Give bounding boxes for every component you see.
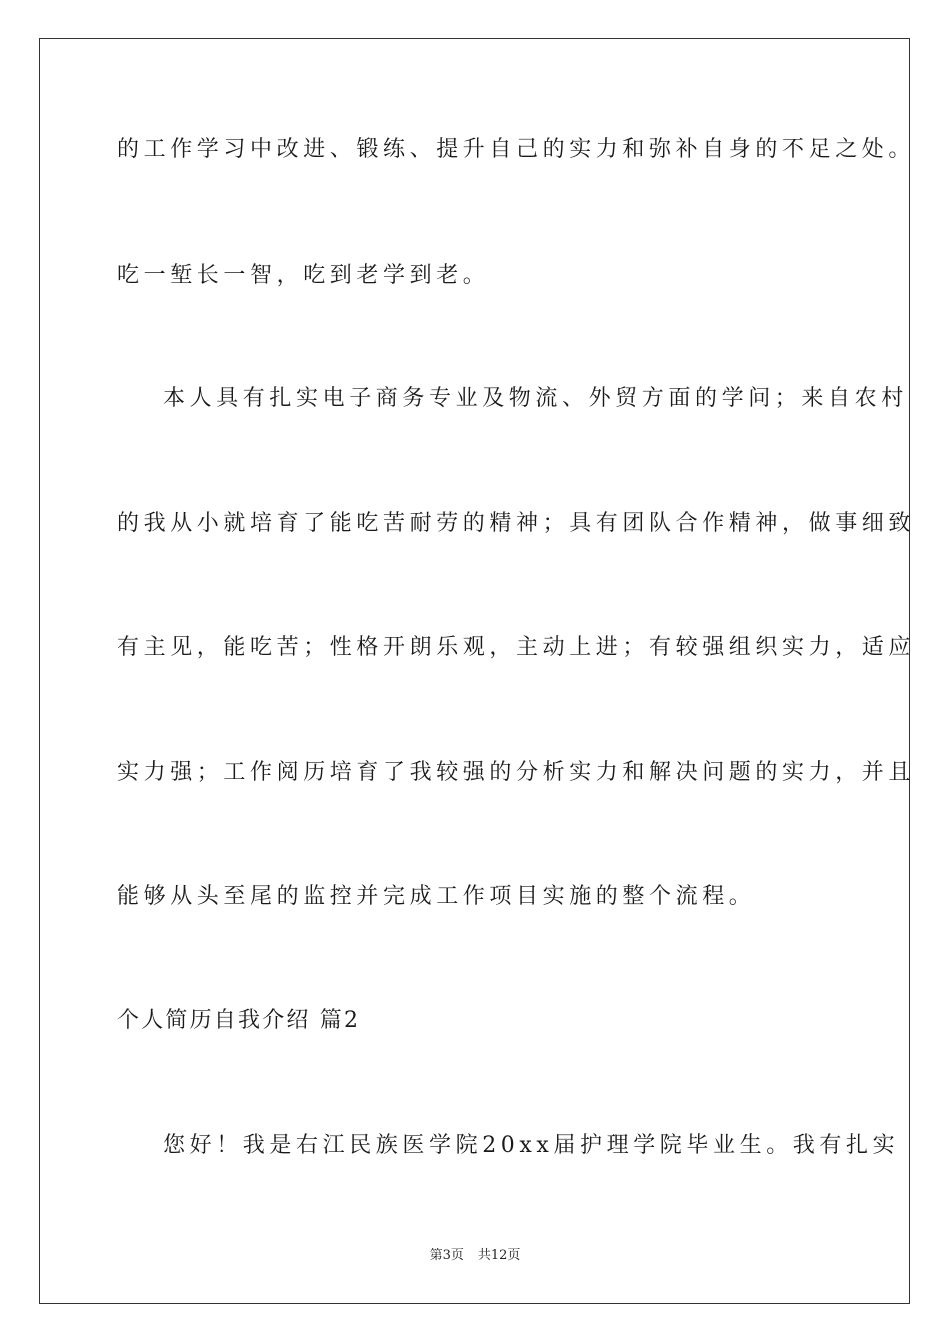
paragraph-first-line: 您好！我是右江民族医学院20xx届护理学院毕业生。我有扎实 <box>163 1133 900 1158</box>
body-text-line: 有主见，能吃苦；性格开朗乐观，主动上进；有较强组织实力，适应 <box>117 635 916 660</box>
body-text-line: 的我从小就培育了能吃苦耐劳的精神；具有团队合作精神，做事细致 <box>117 511 916 536</box>
body-text-line: 的工作学习中改进、锻练、提升自己的实力和弥补自身的不足之处。 <box>117 137 916 162</box>
paragraph-first-line: 本人具有扎实电子商务专业及物流、外贸方面的学问；来自农村 <box>163 386 908 411</box>
body-text-line: 能够从头至尾的监控并完成工作项目实施的整个流程。 <box>117 884 756 909</box>
page-number: 第3页 <box>429 1248 464 1263</box>
page-footer <box>0 1247 950 1265</box>
body-text-line: 吃一堑长一智，吃到老学到老。 <box>117 263 490 288</box>
page-border <box>39 38 910 1304</box>
section-heading: 个人简历自我介绍 篇2 <box>117 1008 361 1033</box>
body-text-line: 实力强；工作阅历培育了我较强的分析实力和解决问题的实力，并且 <box>117 760 916 785</box>
page-total: 共12页 <box>477 1248 521 1263</box>
